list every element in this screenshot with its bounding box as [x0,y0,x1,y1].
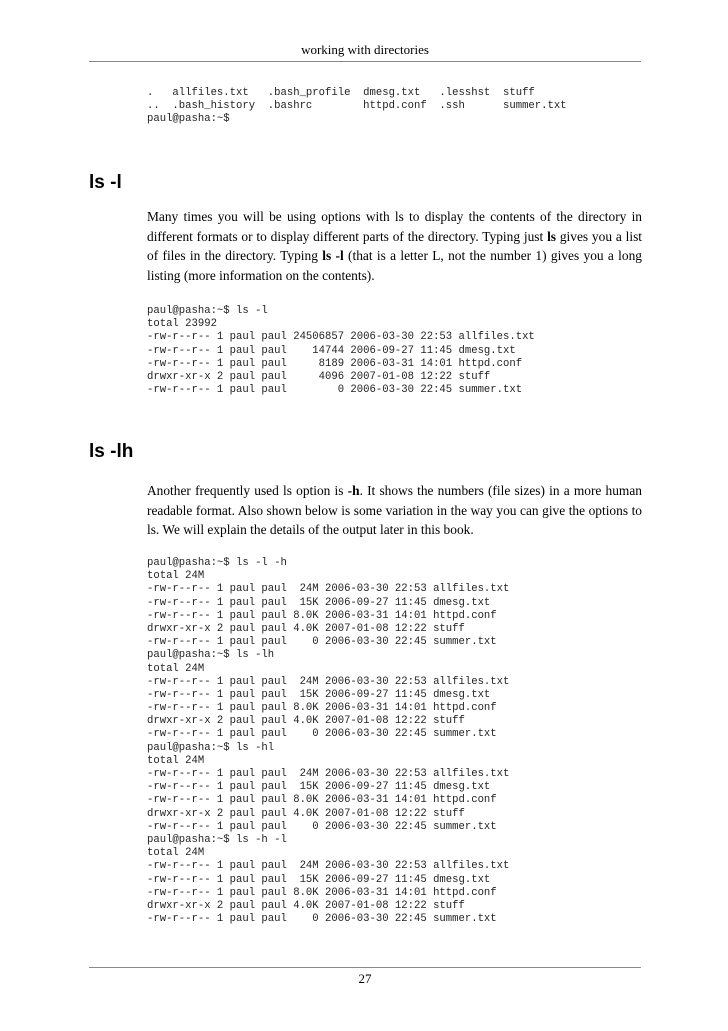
code-line: total 24M [147,570,205,583]
code-line: -rw-r--r-- 1 paul paul 8.0K 2006-03-31 14:01 httpd.conf [147,794,497,807]
code-line: drwxr-xr-x 2 paul paul 4.0K 2007-01-08 12:22 stuff [147,622,465,635]
code-line: -rw-r--r-- 1 paul paul 0 2006-03-30 22:45 summer.txt [147,384,523,397]
inline-command: ls [547,228,556,244]
inline-command: -h [347,483,360,498]
code-line: total 24M [147,754,205,767]
code-line: drwxr-xr-x 2 paul paul 4.0K 2007-01-08 12:22 stuff [147,899,465,912]
code-line: paul@pasha:~$ ls -l [147,305,268,317]
code-line: total 24M [147,662,205,675]
code-line: drwxr-xr-x 2 paul paul 4.0K 2007-01-08 12:22 stuff [147,715,465,728]
code-line: .. .bash_history .bashrc httpd.conf .ssh summer.txt [147,100,567,113]
code-line: total 24M [147,847,205,860]
code-line: paul@pasha:~$ ls -lh [147,649,275,662]
text-run: (that is a letter L, not the number 1) gives you a long listing (more information on the contents). [147,248,642,283]
footer-rule [89,967,641,968]
section-heading-ls-lh: ls -lh [89,441,134,462]
code-line: -rw-r--r-- 1 paul paul 24506857 2006-03-30 22:53 allfiles.txt [147,331,535,344]
code-line: -rw-r--r-- 1 paul paul 24M 2006-03-30 22:53 allfiles.txt [147,675,510,688]
header-rule [89,61,641,62]
section-heading-ls-l: ls -l [89,172,122,193]
text-run: Many times you will be using options with ls to display the contents of the directory in different formats or to display different parts of the directory. Typing just [147,209,642,244]
code-line: -rw-r--r-- 1 paul paul 24M 2006-03-30 22:53 allfiles.txt [147,860,510,873]
code-line: -rw-r--r-- 1 paul paul 8.0K 2006-03-31 14:01 httpd.conf [147,702,497,715]
code-line: drwxr-xr-x 2 paul paul 4096 2007-01-08 12:22 stuff [147,370,491,383]
code-line: -rw-r--r-- 1 paul paul 0 2006-03-30 22:45 summer.txt [147,820,497,833]
code-line: -rw-r--r-- 1 paul paul 15K 2006-09-27 11:45 dmesg.txt [147,781,491,794]
code-line: -rw-r--r-- 1 paul paul 8.0K 2006-03-31 14:01 httpd.conf [147,609,497,622]
code-line: -rw-r--r-- 1 paul paul 24M 2006-03-30 22:53 allfiles.txt [147,768,510,780]
code-line: -rw-r--r-- 1 paul paul 14744 2006-09-27 11:45 dmesg.txt [147,344,516,357]
page-number: 27 [358,971,372,986]
paragraph-ls-lh [147,481,642,540]
text-run: gives you a list of files in the directory. Typing [147,228,642,264]
code-line: paul@pasha:~$ ls -l -h [147,557,287,569]
code-line: paul@pasha:~$ ls -h -l [147,833,287,846]
inline-command: ls -l [322,248,344,264]
code-line: drwxr-xr-x 2 paul paul 4.0K 2007-01-08 12:22 stuff [147,807,465,820]
code-line: . allfiles.txt .bash_profile dmesg.txt .lesshst stuff [147,87,535,99]
code-block-top-listing [147,87,567,127]
code-line: -rw-r--r-- 1 paul paul 0 2006-03-30 22:45 summer.txt [147,728,497,741]
code-line: -rw-r--r-- 1 paul paul 8189 2006-03-31 14:01 httpd.conf [147,357,523,370]
text-run: Another frequently used ls option is [147,483,348,498]
code-line: paul@pasha:~$ [147,113,230,126]
code-block-ls-lh [147,557,509,926]
code-line: -rw-r--r-- 1 paul paul 24M 2006-03-30 22:53 allfiles.txt [147,583,510,596]
code-line: -rw-r--r-- 1 paul paul 15K 2006-09-27 11:45 dmesg.txt [147,688,491,701]
text-run: . It shows the numbers (file sizes) in a more human readable format. Also shown below is some variation in the way you can give the options to ls. We will explain the details of the output later in this book. [147,483,642,538]
code-line: total 23992 [147,318,217,331]
code-line: -rw-r--r-- 1 paul paul 0 2006-03-30 22:45 summer.txt [147,913,497,926]
code-line: -rw-r--r-- 1 paul paul 15K 2006-09-27 11:45 dmesg.txt [147,873,491,886]
paragraph-ls-l [147,207,642,285]
code-line: -rw-r--r-- 1 paul paul 8.0K 2006-03-31 14:01 httpd.conf [147,886,497,899]
running-header: working with directories [301,42,429,57]
code-line: -rw-r--r-- 1 paul paul 0 2006-03-30 22:45 summer.txt [147,636,497,649]
code-block-ls-l [147,305,535,397]
code-line: -rw-r--r-- 1 paul paul 15K 2006-09-27 11:45 dmesg.txt [147,596,491,609]
code-line: paul@pasha:~$ ls -hl [147,741,275,754]
